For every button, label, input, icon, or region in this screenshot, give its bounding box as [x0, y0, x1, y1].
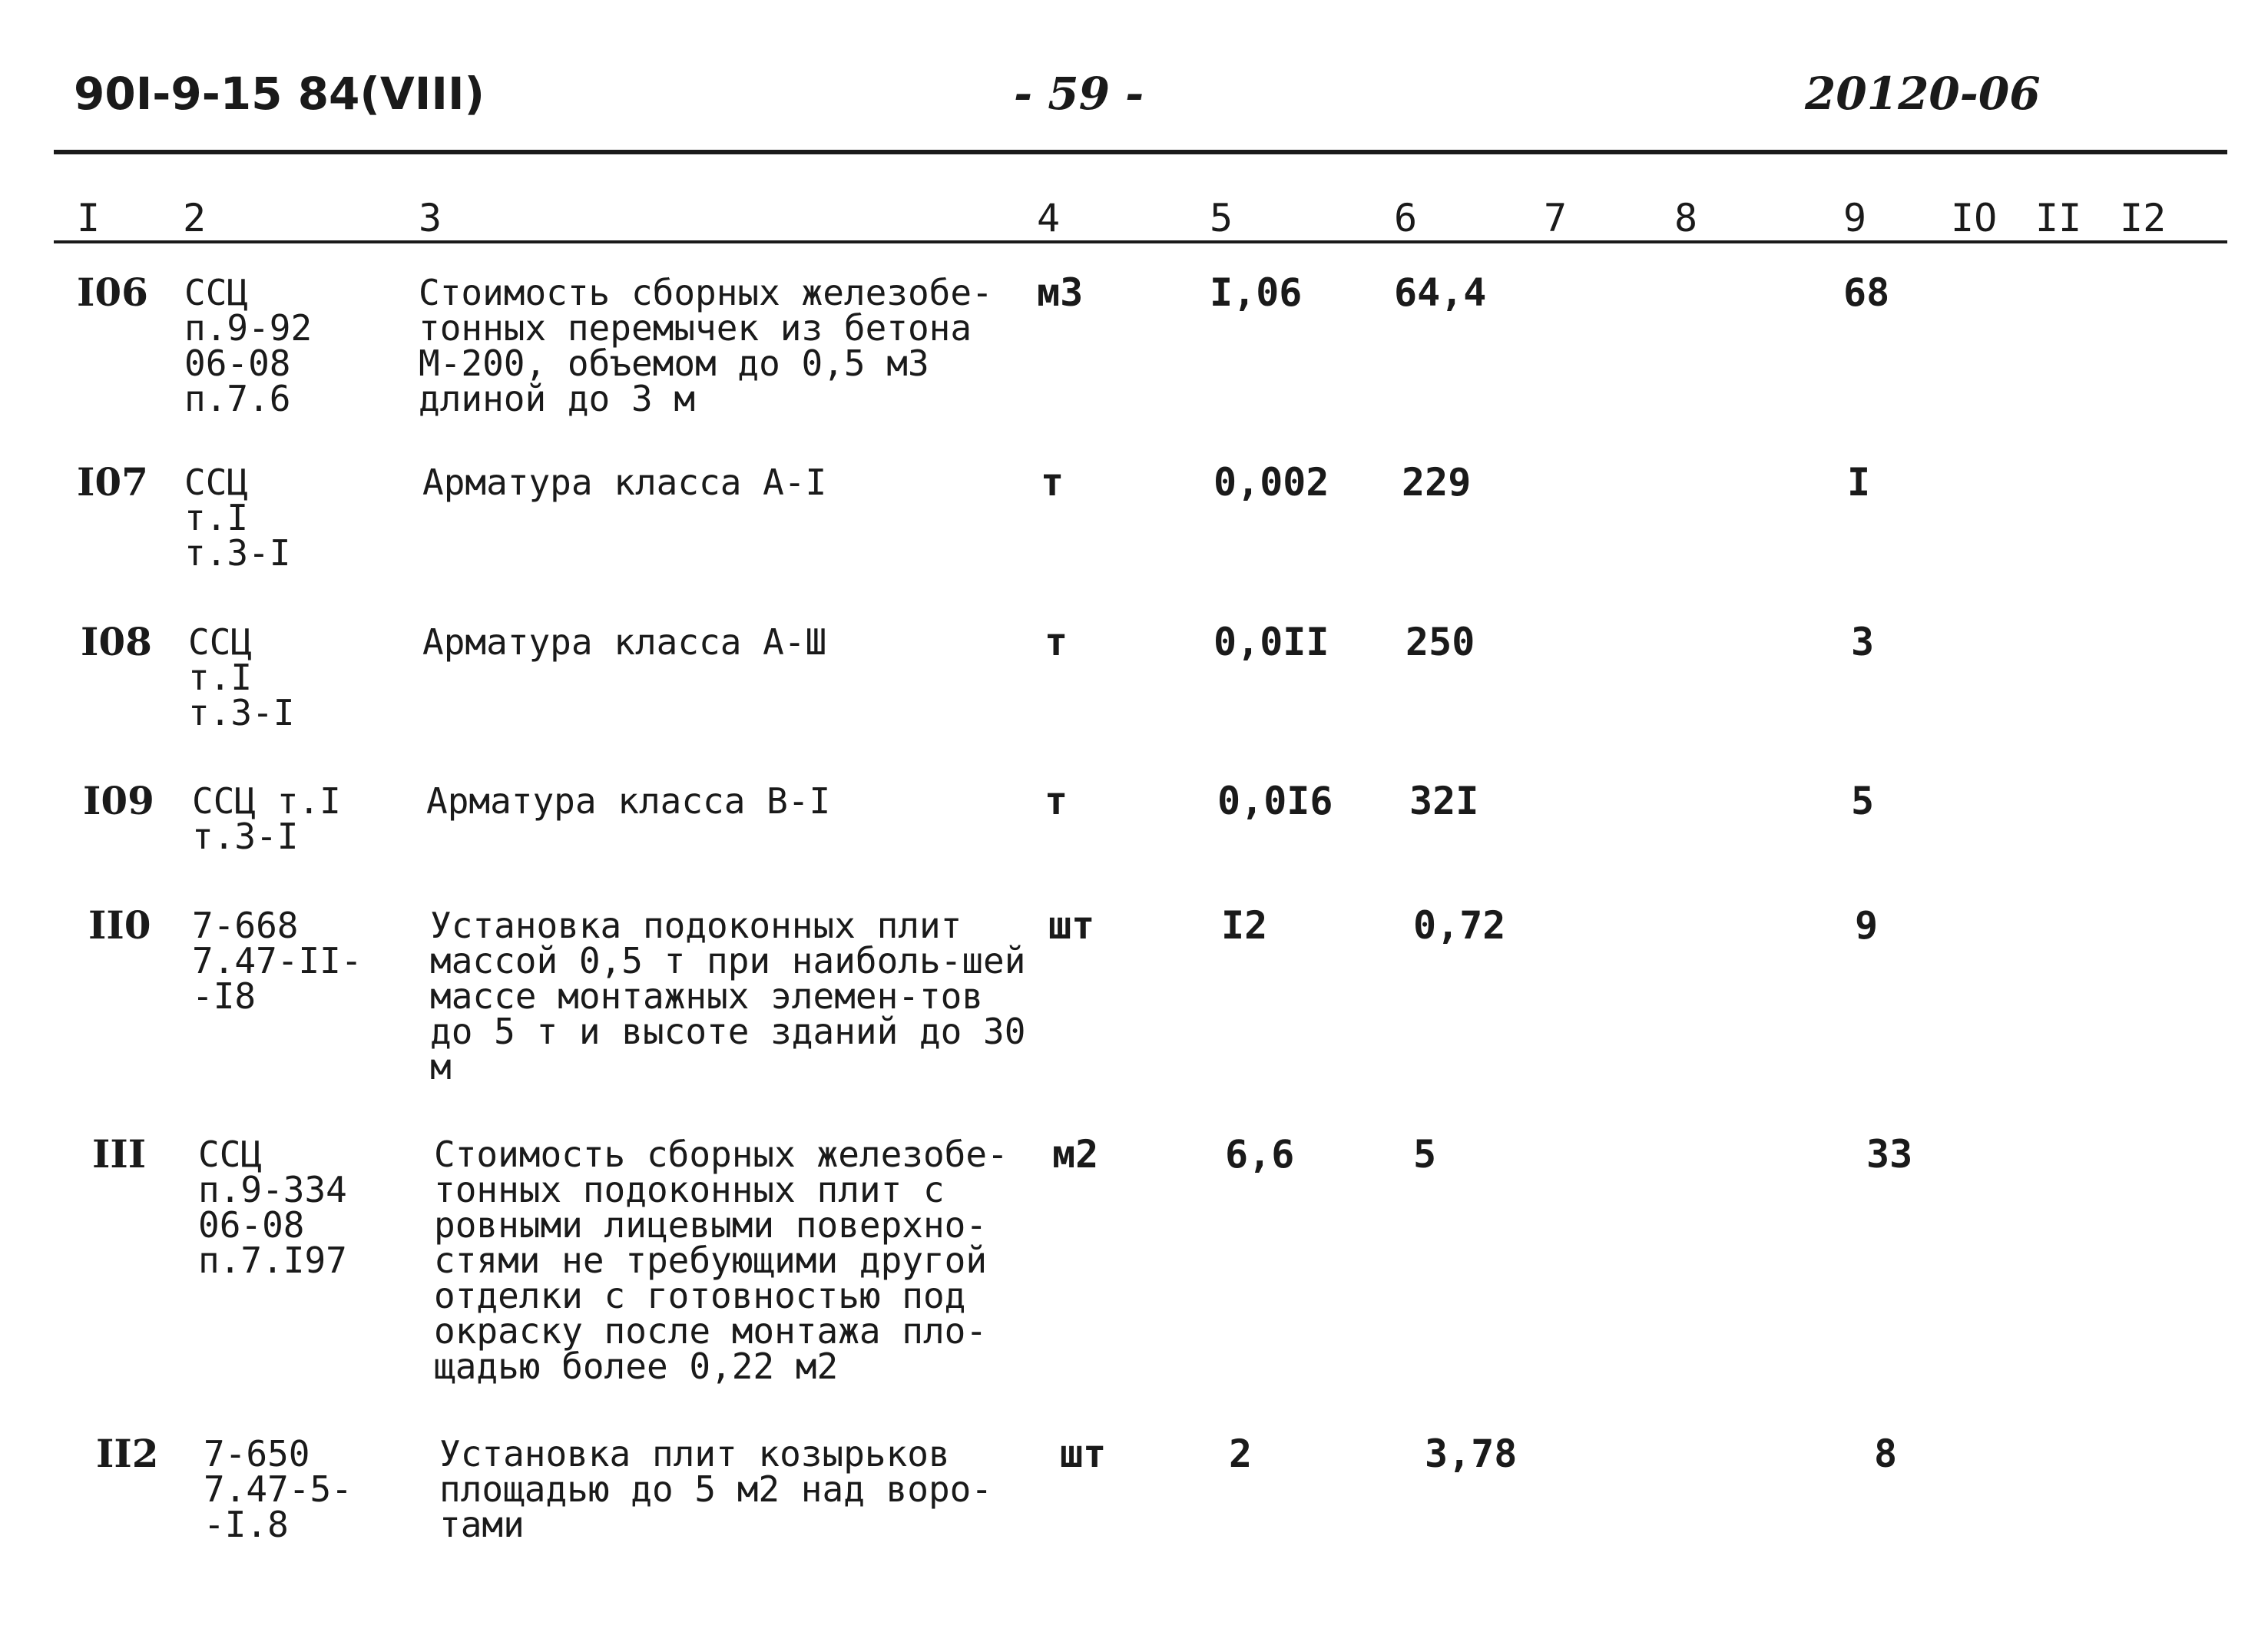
row-price: 229	[1402, 460, 1472, 505]
page-number: - 59 -	[1014, 68, 1144, 120]
row-description: Стоимость сборных железобе-тонных перемычек из бетона М-200, объемом до 0,5 м3 длиной до 3 м	[419, 272, 993, 419]
row-total: I	[1847, 460, 1871, 505]
row-code: ССЦ п.9-334 06-08 п.7.I97	[198, 1134, 347, 1281]
column-number: I	[77, 196, 101, 240]
row-unit: м3	[1037, 270, 1084, 315]
row-code: ССЦ п.9-92 06-08 п.7.6	[184, 272, 313, 419]
row-number: I09	[83, 778, 154, 823]
column-number: 9	[1843, 196, 1867, 240]
row-number: II2	[96, 1431, 159, 1476]
document-code: 90I-9-15 84(VIII)	[74, 68, 485, 120]
row-code: ССЦ т.I т.3-I	[188, 621, 295, 733]
row-price: 3,78	[1425, 1432, 1518, 1476]
row-code: ССЦ т.I т.3-I	[184, 462, 291, 574]
column-number: 7	[1544, 196, 1568, 240]
column-number: 4	[1037, 196, 1061, 240]
row-description: Установка плит козырьков площадью до 5 м2 над воро-тами	[439, 1433, 993, 1545]
column-number: II	[2035, 196, 2082, 240]
column-number: 6	[1394, 196, 1418, 240]
row-unit: шт	[1048, 903, 1095, 948]
row-description: Установка подоконных плит массой 0,5 т при наиболь-шей массе монтажных элемен-тов до 5 т и высоте зданий до 30 м	[430, 905, 1026, 1087]
header-rule	[54, 150, 2227, 154]
row-number: III	[92, 1131, 147, 1177]
column-number: 5	[1210, 196, 1233, 240]
row-code: 7-668 7.47-II- -I8	[192, 905, 363, 1017]
row-quantity: 2	[1229, 1432, 1253, 1476]
row-quantity: 0,002	[1213, 460, 1329, 505]
column-number: 3	[419, 196, 442, 240]
row-price: 32I	[1409, 779, 1479, 823]
column-rule	[54, 240, 2227, 243]
row-unit: м2	[1052, 1132, 1099, 1177]
row-total: 5	[1851, 779, 1875, 823]
row-quantity: 0,0II	[1213, 620, 1329, 664]
row-unit: т	[1045, 779, 1068, 823]
row-price: 250	[1405, 620, 1475, 664]
row-code: 7-650 7.47-5- -I.8	[204, 1433, 353, 1545]
row-total: 3	[1851, 620, 1875, 664]
row-total: 68	[1843, 270, 1890, 315]
row-total: 9	[1855, 903, 1879, 948]
row-quantity: 6,6	[1225, 1132, 1295, 1177]
row-code: ССЦ т.I т.3-I	[192, 780, 341, 857]
row-number: II0	[88, 902, 151, 948]
row-total: 8	[1874, 1432, 1898, 1476]
row-quantity: I2	[1221, 903, 1268, 948]
document-number: 20120-06	[1805, 68, 2041, 120]
row-number: I08	[81, 619, 152, 664]
row-unit: т	[1045, 620, 1068, 664]
column-number: IO	[1951, 196, 1998, 240]
row-unit: шт	[1060, 1432, 1107, 1476]
row-number: I06	[77, 270, 148, 315]
row-description: Арматура класса В-I	[426, 780, 831, 822]
row-price: 64,4	[1394, 270, 1487, 315]
row-total: 33	[1866, 1132, 1913, 1177]
column-number: 2	[183, 196, 207, 240]
column-number: I2	[2120, 196, 2167, 240]
row-price: 5	[1413, 1132, 1437, 1177]
column-number: 8	[1674, 196, 1698, 240]
row-description: Стоимость сборных железобе-тонных подоконных плит с ровными лицевыми поверхно-стями не требующими другой отделки с готовностью под окраску после монтажа пло-щадью более 0,22 м2	[434, 1134, 1008, 1387]
row-quantity: I,06	[1210, 270, 1303, 315]
row-unit: т	[1041, 460, 1064, 505]
row-description: Арматура класса А-Ш	[422, 621, 827, 663]
row-quantity: 0,0I6	[1217, 779, 1333, 823]
row-description: Арматура класса А-I	[422, 462, 827, 503]
row-number: I07	[77, 459, 148, 505]
row-price: 0,72	[1413, 903, 1506, 948]
